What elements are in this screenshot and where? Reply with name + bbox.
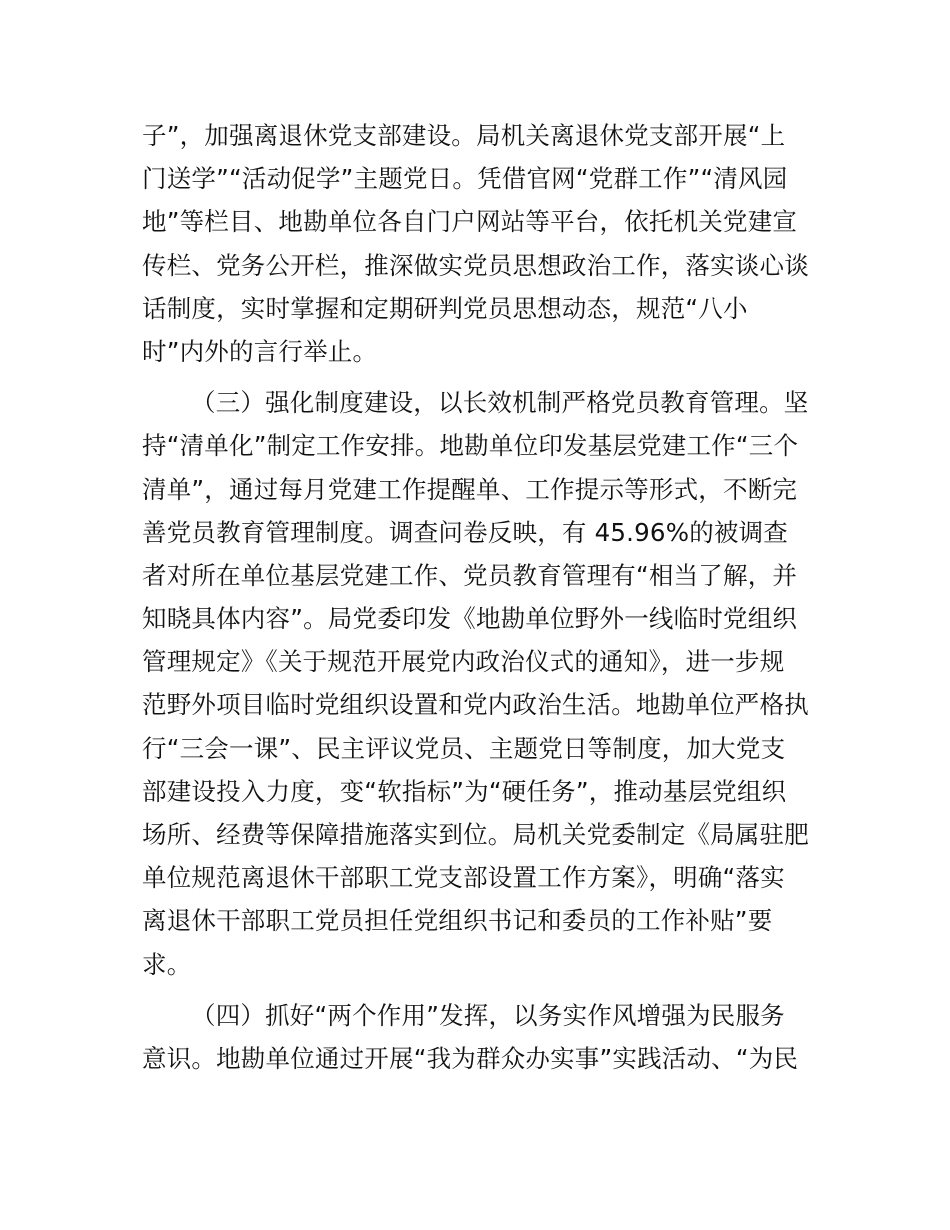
text-line: 行“三会一课”、民主评议党员、主题党日等制度，加大党支 <box>142 733 786 763</box>
text-line: 善党员教育管理制度。调查问卷反映，有 45.96%的被调查 <box>142 517 789 547</box>
text-line: 离退休干部职工党员担任党组织书记和委员的工作补贴”要 <box>142 906 773 936</box>
text-line: 知晓具体内容”。局党委印发《地勘单位野外一线临时党组织 <box>142 604 798 634</box>
document-body <box>142 114 822 1088</box>
text-line: 清单”，通过每月党建工作提醒单、工作提示等形式，不断完 <box>142 474 798 504</box>
text-line: 范野外项目临时党组织设置和党内政治生活。地勘单位严格执 <box>142 690 809 720</box>
text-line: （三）强化制度建设，以长效机制严格党员教育管理。坚 <box>191 388 809 418</box>
text-line: 意识。地勘单位通过开展“我为群众办实事”实践活动、“为民 <box>142 1043 799 1073</box>
text-line: 求。 <box>142 949 192 979</box>
text-line: 持“清单化”制定工作安排。地勘单位印发基层党建工作“三个 <box>142 431 799 461</box>
text-line: 单位规范离退休干部职工党支部设置工作方案》，明确“落实 <box>142 863 785 893</box>
paragraph-section-four <box>142 994 822 1080</box>
paragraph-section-three <box>142 381 822 986</box>
text-line: 地”等栏目、地勘单位各自门户网站等平台，依托机关党建宣 <box>142 207 798 237</box>
text-line: （四）抓好“两个作用”发挥，以务实作风增强为民服务 <box>191 1000 785 1030</box>
text-line: 时”内外的言行举止。 <box>142 336 378 366</box>
text-line: 管理规定》《关于规范开展党内政治仪式的通知》，进一步规 <box>142 647 785 677</box>
text-line: 传栏、党务公开栏，推深做实党员思想政治工作，落实谈心谈 <box>142 250 809 280</box>
text-line: 子”，加强离退休党支部建设。局机关离退休党支部开展“上 <box>142 121 786 150</box>
text-line: 部建设投入力度，变“软指标”为“硬任务”，推动基层党组织 <box>142 776 787 806</box>
text-line: 门送学”“活动促学”主题党日。凭借官网“党群工作”“清风园 <box>142 164 788 194</box>
text-line: 话制度，实时掌握和定期研判党员思想动态，规范“八小 <box>142 293 748 323</box>
text-line: 场所、经费等保障措施落实到位。局机关党委制定《局属驻肥 <box>142 820 809 849</box>
text-line: 者对所在单位基层党建工作、党员教育管理有“相当了解，并 <box>142 560 798 590</box>
paragraph-party-branch <box>142 114 822 373</box>
